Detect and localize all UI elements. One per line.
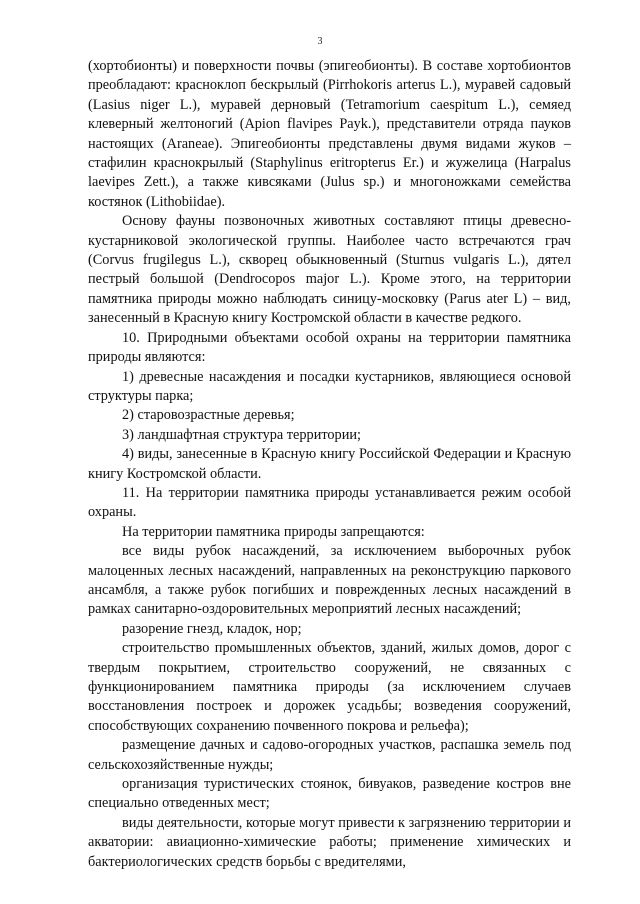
paragraph: размещение дачных и садово-огородных участков, распашка земель под сельскохозяйственные нужды;: [88, 737, 571, 773]
paragraph: 3) ландшафтная структура территории;: [122, 426, 361, 443]
paragraph: 1) древесные насаждения и посадки кустарников, являющиеся основой структуры парка;: [88, 368, 571, 404]
paragraph: все виды рубок насаждений, за исключением выборочных рубок малоценных лесных насаждений, направленных на реконструкцию паркового ансамбля, а также рубок погибших и поврежденных лесных насаждений в рамках санитарно-оздоровительных мероприятий лесных насаждений;: [88, 543, 571, 618]
page-number: 3: [317, 36, 323, 47]
paragraph: Основу фауны позвоночных животных составляют птицы древесно-кустарниковой экологической группы. Наиболее часто встречаются грач (Corvus frugilegus L.), скворец обыкновенный (Sturnus vulgaris L.), дятел пестрый большой (Dendrocopos major L.). Кроме этого, на территории памятника природы можно наблюдать синицу-московку (Parus ater L) – вид, занесенный в Красную книгу Костромской области в качестве редкого.: [88, 213, 571, 327]
paragraph: 2) старовозрастные деревья;: [122, 407, 295, 424]
paragraph: организация туристических стоянок, бивуаков, разведение костров вне специально отведенных мест;: [88, 776, 571, 812]
paragraph: (хортобионты) и поверхности почвы (эпигеобионты). В составе хортобионтов преобладают: красноклоп бескрылый (Pirrhokoris arterus L.), муравей садовый (Lasius niger L.), муравей дерновый (Tetramorium caespitum L.), семяед клеверный желтоногий (Apion flavipes Payk.), представители отряда пауков настоящих (Araneae). Эпигеобионты представлены двумя видами жуков – стафилин краснокрылый (Staphylinus eritropterus Er.) и жужелица (Harpalus laevipes Zett.), а также кивсяками (Julus sp.) и многоножками семейства костянок (Lithobiidae).: [88, 58, 571, 210]
paragraph: На территории памятника природы запрещаются:: [122, 523, 425, 540]
paragraph: 10. Природными объектами особой охраны на территории памятника природы являются:: [88, 329, 571, 366]
paragraph: 11. На территории памятника природы устанавливается режим особой охраны.: [88, 484, 571, 521]
paragraph: строительство промышленных объектов, зданий, жилых домов, дорог с твердым покрытием, строительство сооружений, не связанных с функционированием памятника природы (за исключением случаев восстановления построек и дорожек усадьбы; возведения сооружений, способствующих сохранению почвенного покрова и рельефа);: [88, 640, 571, 734]
document-body: [88, 57, 571, 872]
paragraph: разорение гнезд, кладок, нор;: [122, 620, 302, 637]
paragraph: виды деятельности, которые могут привести к загрязнению территории и акватории: авиационно-химические работы; применение химических и бактериологических средств борьбы с вредителями,: [88, 814, 571, 870]
paragraph: 4) виды, занесенные в Красную книгу Российской Федерации и Красную книгу Костромской области.: [88, 446, 571, 482]
